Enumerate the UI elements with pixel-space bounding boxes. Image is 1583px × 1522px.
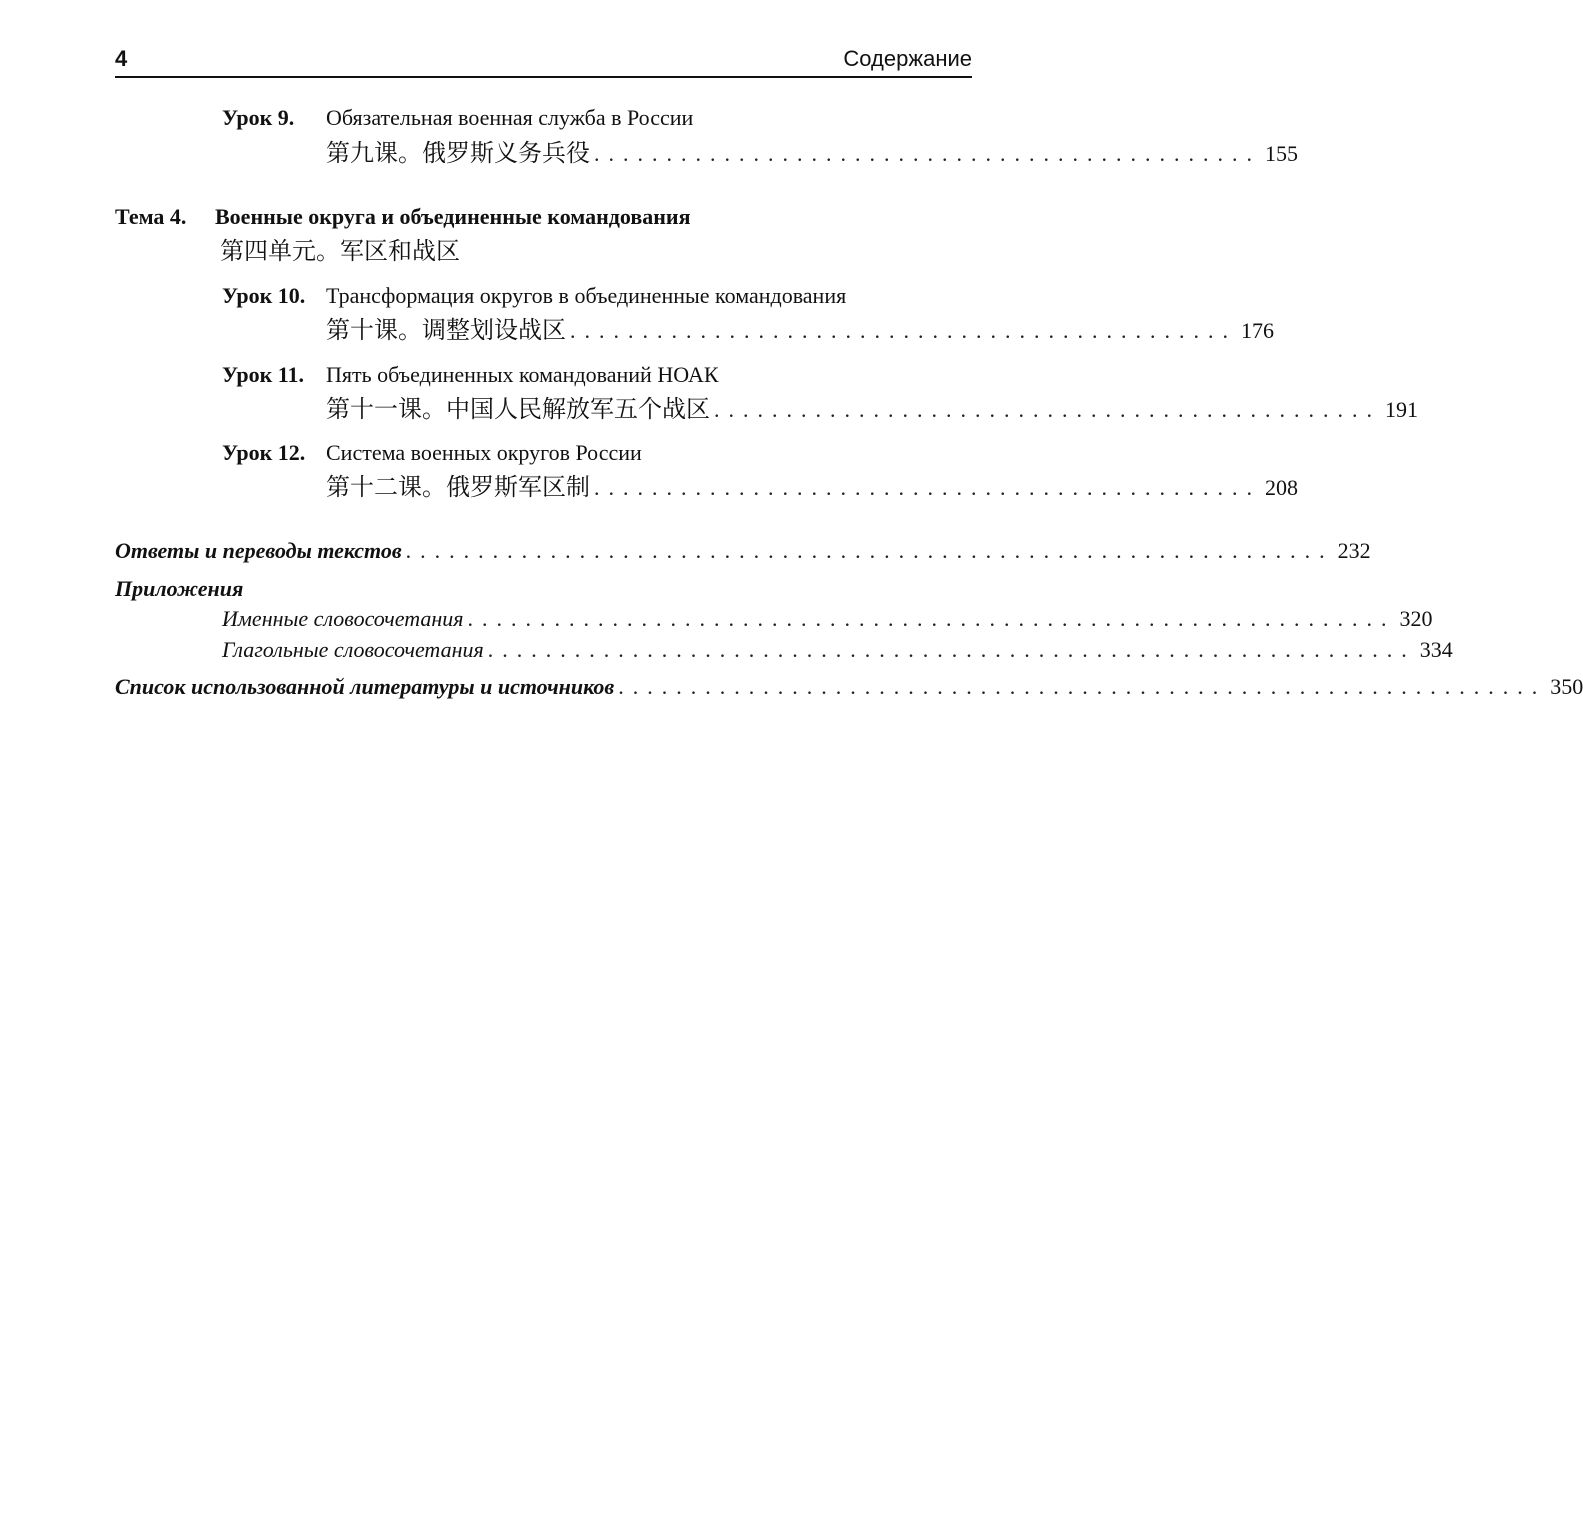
lesson-label: Урок 10. [222, 283, 306, 308]
appendix-item-title: Глагольные словосочетания [222, 637, 484, 662]
lesson-title-zh: 第十二课。俄罗斯军区制 [326, 475, 590, 501]
lesson-title-zh: 第九课。俄罗斯义务兵役 [326, 141, 590, 167]
lesson-title-ru: Система военных округов России [326, 440, 642, 465]
page-ref: 191 [1385, 397, 1418, 422]
lesson-title-ru: Трансформация округов в объединенные командования [326, 283, 847, 308]
page-ref: 232 [1337, 538, 1371, 563]
toc-entry-answers[interactable] [115, 535, 1371, 567]
page-number: 4 [115, 46, 128, 71]
lesson-title-ru: Пять объединенных командований НОАК [326, 362, 719, 387]
dot-leader: ................................................................ [467, 606, 1396, 631]
lesson-title-zh: 第十一课。中国人民解放军五个战区 [326, 397, 710, 423]
page-ref: 176 [1241, 318, 1274, 343]
dot-leader: ................................................................ [618, 674, 1547, 699]
toc-entry-lesson-9[interactable] [222, 103, 972, 133]
toc-entry-theme-4[interactable] [115, 202, 972, 232]
running-title: Содержание [843, 46, 972, 71]
toc-entry-appendix[interactable]: Приложения [115, 576, 244, 601]
toc-entry-lesson-12-zh[interactable] [326, 472, 1298, 504]
toc-entry-lesson-11-zh[interactable] [326, 394, 1418, 426]
appendix-item-title: Именные словосочетания [222, 606, 464, 631]
toc-entry-lesson-9-zh[interactable] [326, 138, 1298, 170]
theme-title-ru: Военные округа и объединенные командования [215, 204, 691, 229]
page-ref: 350 [1550, 674, 1583, 699]
page-ref: 155 [1265, 141, 1298, 166]
dot-leader: .............................................. [570, 318, 1237, 343]
lesson-label: Урок 9. [222, 105, 295, 130]
dot-leader: .............................................. [714, 397, 1381, 422]
theme-label: Тема 4. [115, 204, 187, 229]
answers-title: Ответы и переводы текстов [115, 538, 402, 563]
references-title: Список использованной литературы и источников [115, 674, 615, 699]
dot-leader: ................................................................ [487, 637, 1416, 662]
dot-leader: .............................................. [594, 475, 1261, 500]
toc-entry-lesson-11[interactable] [222, 360, 972, 390]
toc-entry-appendix-verbal[interactable] [222, 634, 1453, 666]
lesson-title-zh: 第十课。调整划设战区 [326, 318, 566, 344]
page-header [115, 42, 972, 78]
toc-entry-lesson-10[interactable] [222, 281, 972, 311]
lesson-label: Урок 12. [222, 440, 306, 465]
dot-leader: ................................................................ [405, 538, 1334, 563]
dot-leader: .............................................. [594, 141, 1261, 166]
page-ref: 334 [1419, 637, 1453, 662]
toc-entry-lesson-10-zh[interactable] [326, 315, 1274, 347]
toc-entry-lesson-12[interactable] [222, 438, 972, 468]
lesson-title-ru: Обязательная военная служба в России [326, 105, 694, 130]
toc-entry-appendix-nominal[interactable] [222, 603, 1433, 635]
theme-title-zh: 第四单元。军区和战区 [220, 239, 460, 265]
toc-entry-references[interactable] [115, 671, 1583, 703]
page-ref: 208 [1265, 475, 1298, 500]
page-ref: 320 [1399, 606, 1433, 631]
lesson-label: Урок 11. [222, 362, 305, 387]
